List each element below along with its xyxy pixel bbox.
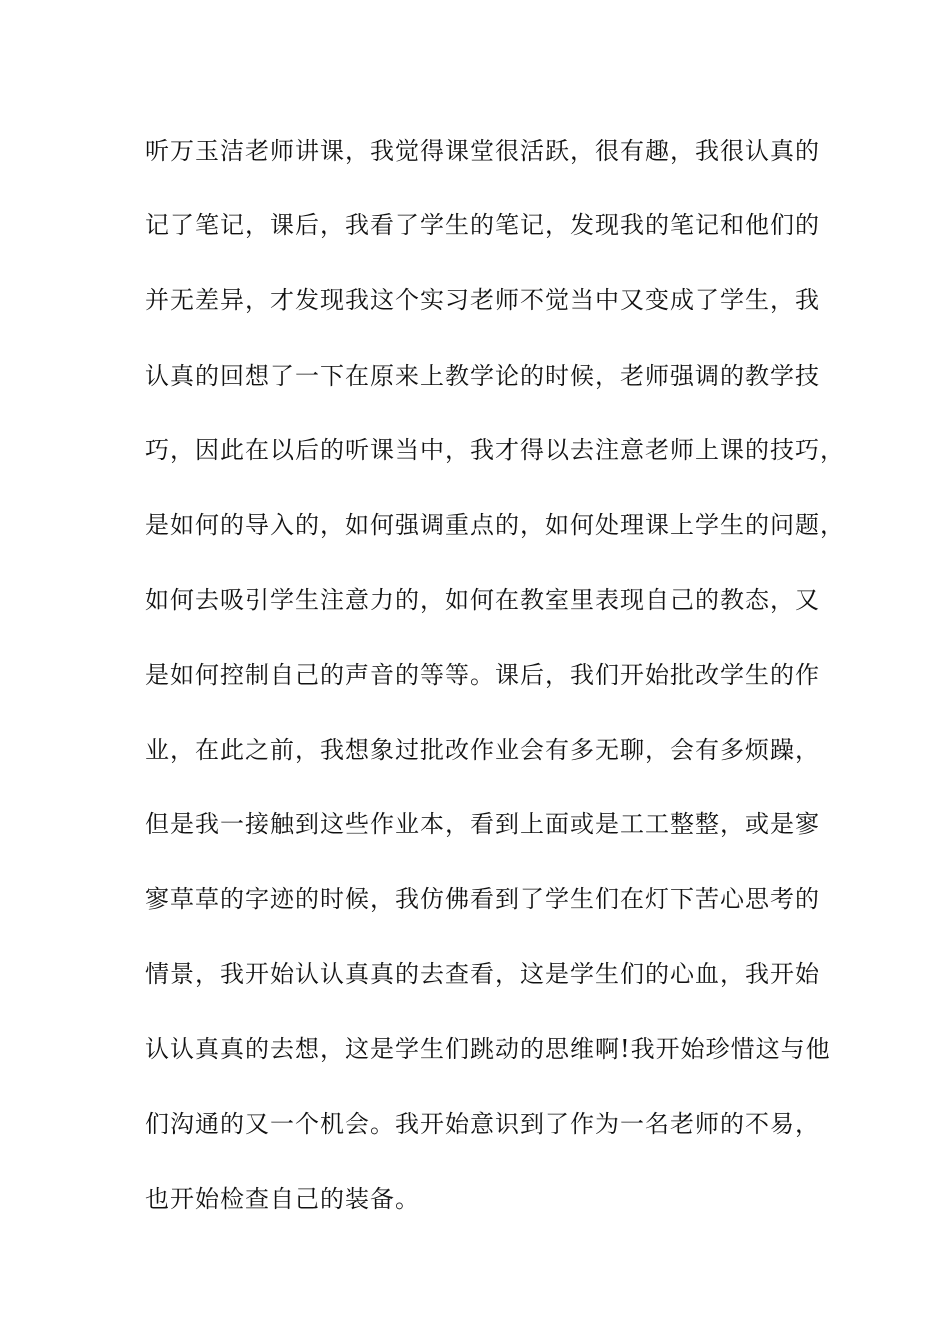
- text-line: 是如何的导入的，如何强调重点的，如何处理课上学生的问题，: [145, 511, 845, 539]
- text-line: 认真的回想了一下在原来上教学论的时候，老师强调的教学技: [145, 362, 820, 390]
- text-line: 巧，因此在以后的听课当中，我才得以去注意老师上课的技巧，: [145, 436, 845, 464]
- text-line: 认认真真的去想，这是学生们跳动的思维啊!我开始珍惜这与他: [145, 1035, 831, 1063]
- text-line: 并无差异，才发现我这个实习老师不觉当中又变成了学生，我: [145, 286, 820, 314]
- text-line: 也开始检查自己的装备。: [145, 1185, 420, 1213]
- text-line: 但是我一接触到这些作业本，看到上面或是工工整整，或是寥: [145, 810, 820, 838]
- text-line: 情景，我开始认认真真的去查看，这是学生们的心血，我开始: [145, 960, 820, 988]
- text-line: 记了笔记，课后，我看了学生的笔记，发现我的笔记和他们的: [145, 211, 820, 239]
- text-line: 如何去吸引学生注意力的，如何在教室里表现自己的教态，又: [145, 586, 820, 614]
- text-line: 业，在此之前，我想象过批改作业会有多无聊，会有多烦躁，: [145, 736, 820, 764]
- text-line: 听万玉洁老师讲课，我觉得课堂很活跃，很有趣，我很认真的: [145, 137, 820, 165]
- text-line: 是如何控制自己的声音的等等。课后，我们开始批改学生的作: [145, 661, 820, 689]
- text-line: 寥草草的字迹的时候，我仿佛看到了学生们在灯下苦心思考的: [145, 885, 820, 913]
- text-line: 们沟通的又一个机会。我开始意识到了作为一名老师的不易，: [145, 1110, 820, 1138]
